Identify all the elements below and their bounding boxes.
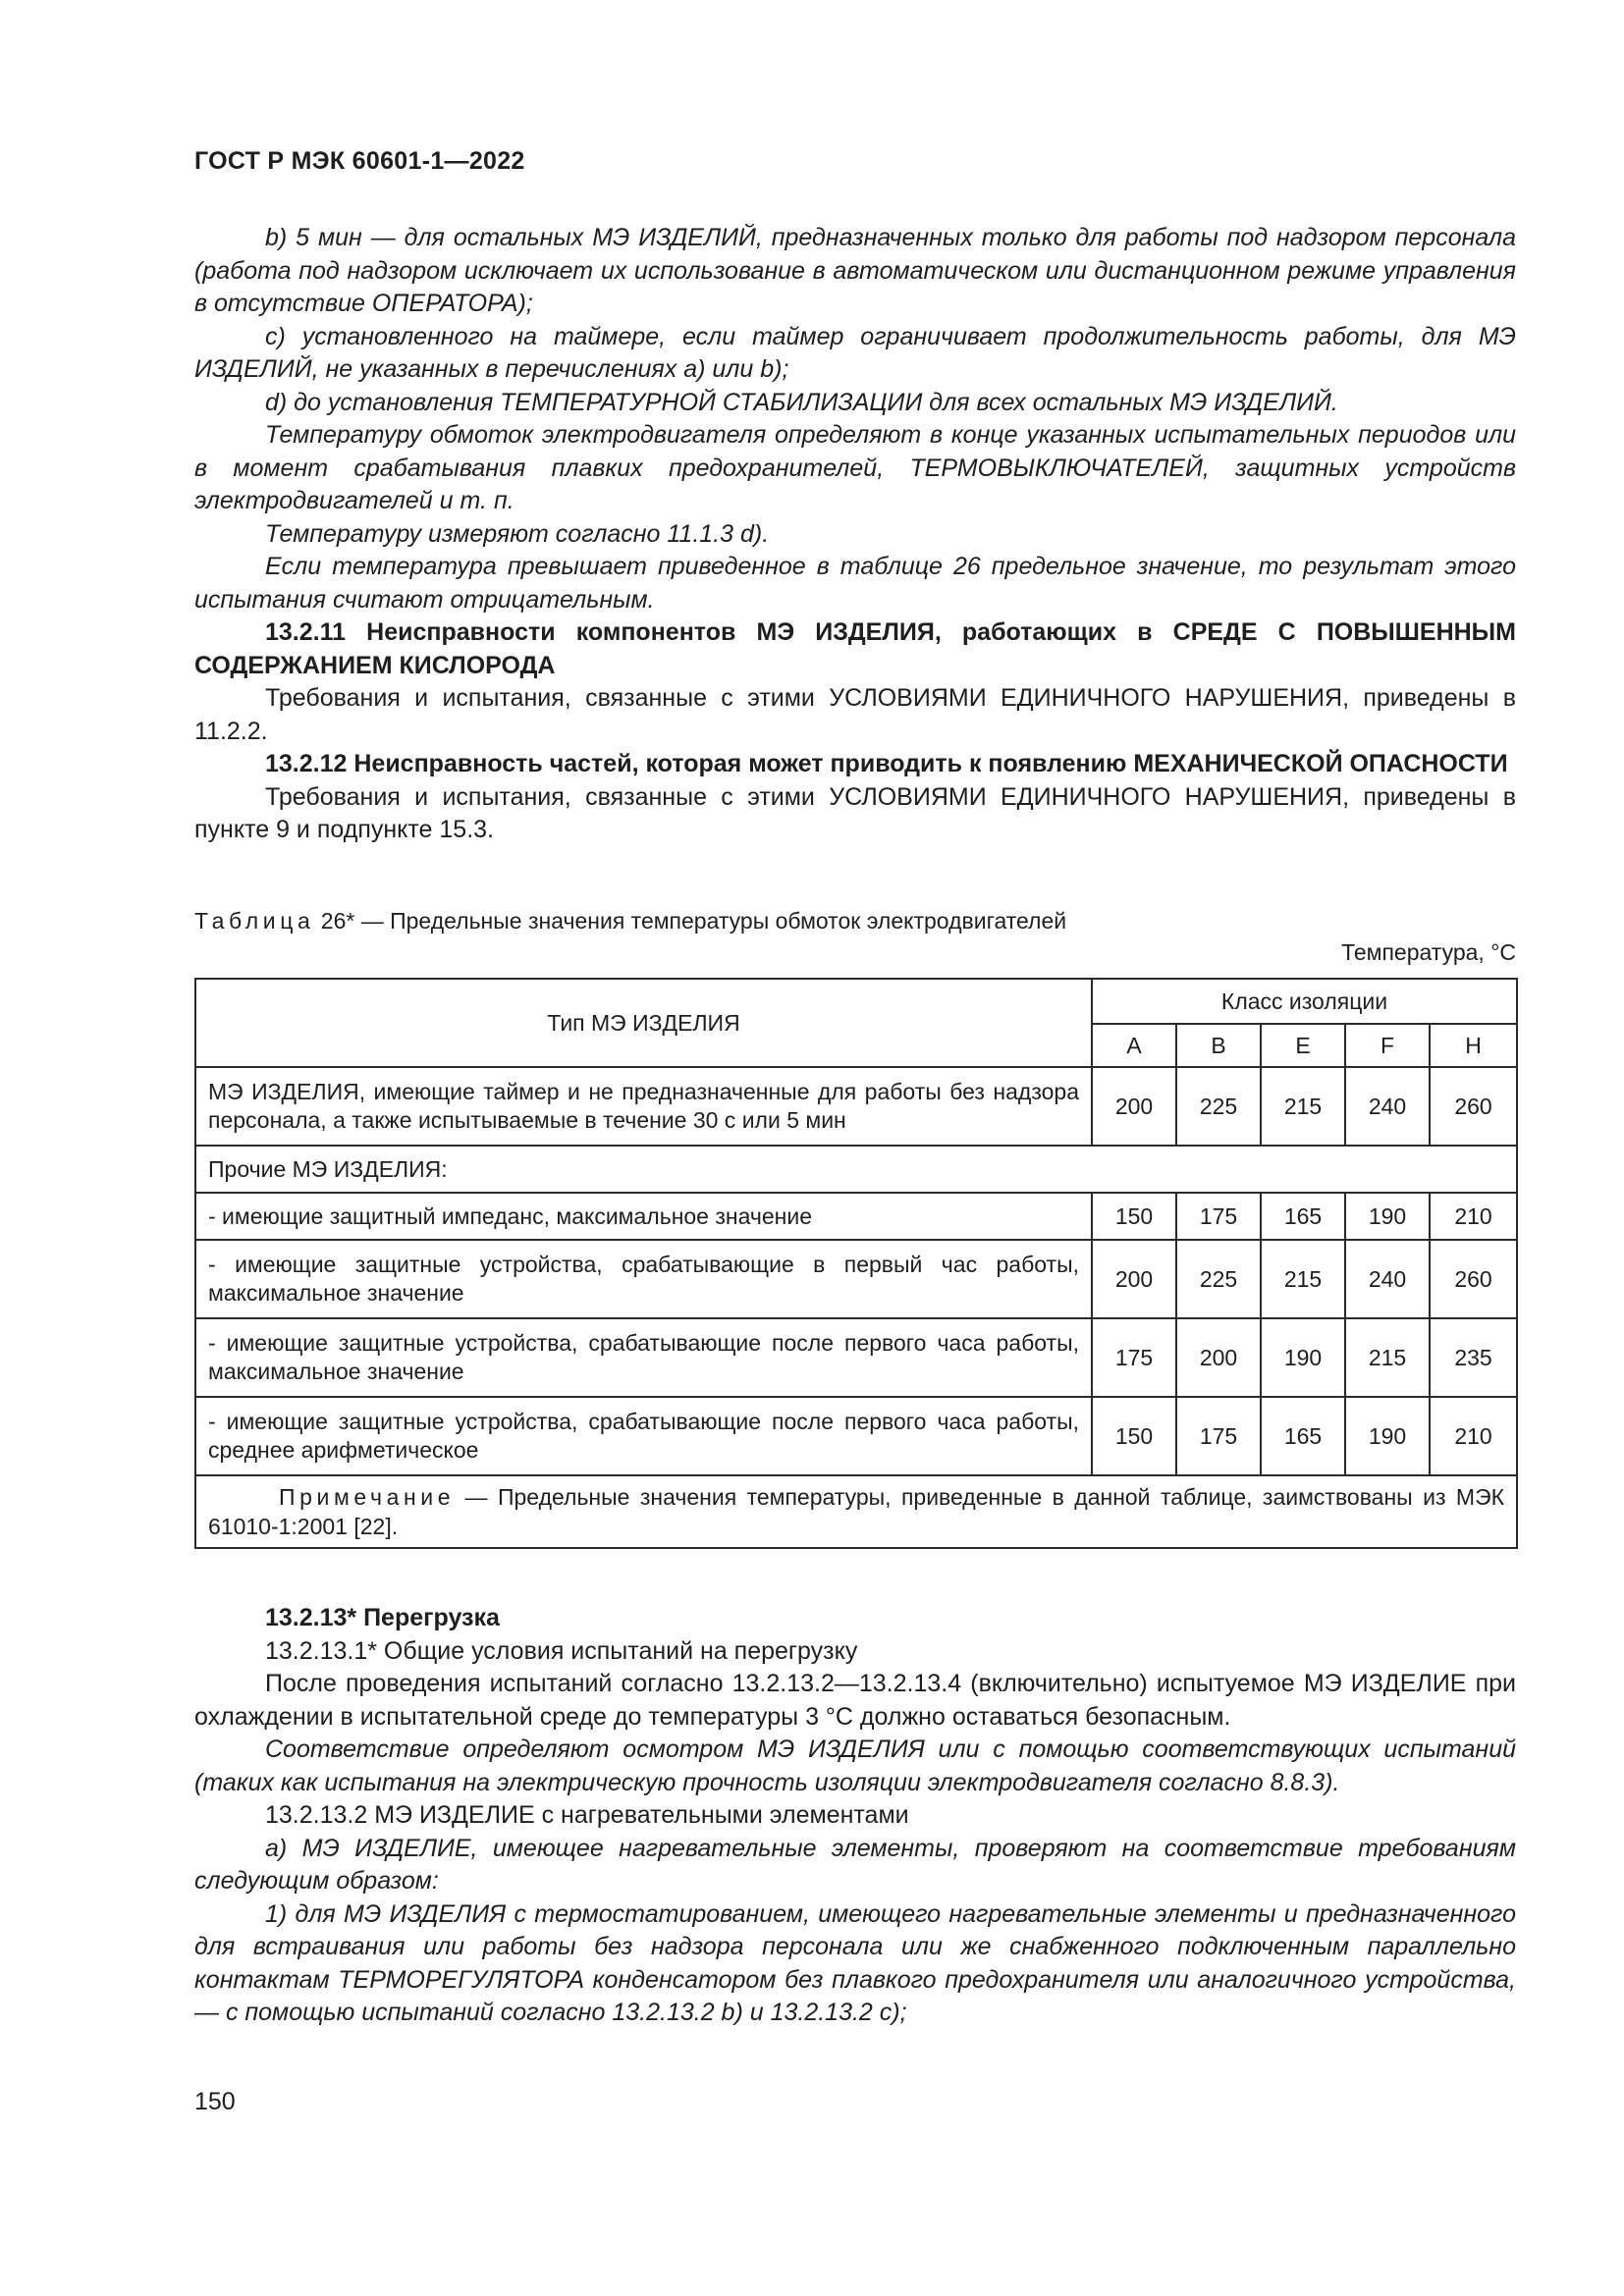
table-caption-label: Таблица — [194, 908, 315, 934]
cell-value: 240 — [1345, 1067, 1430, 1146]
row-label: Прочие МЭ ИЗДЕЛИЯ: — [195, 1146, 1517, 1193]
row-label: - имеющие защитный импеданс, максимальное значение — [195, 1193, 1092, 1240]
table-row — [195, 1193, 1517, 1240]
paragraph-winding-temperature: Температуру обмоток электродвигателя определяют в конце указанных испытательных периодов или в момент срабатывания плавких предохранителей, ТЕРМОВЫКЛЮЧАТЕЛЕЙ, защитных устройств электродвигателей и т. п. — [194, 421, 1516, 514]
header-class-a: A — [1092, 1024, 1176, 1067]
paragraph-item-d: d) до установления ТЕМПЕРАТУРНОЙ СТАБИЛИЗАЦИИ для всех остальных МЭ ИЗДЕЛИЙ. — [265, 388, 1338, 416]
row-label: МЭ ИЗДЕЛИЯ, имеющие таймер и не предназначенные для работы без надзора персонала, а также испытываемые в течение 30 с или 5 мин — [195, 1067, 1092, 1146]
header-insulation-class: Класс изоляции — [1092, 979, 1517, 1024]
paragraph-item-b: b) 5 мин — для остальных МЭ ИЗДЕЛИЙ, предназначенных только для работы под надзором персонала (работа под надзором исключает их использование в автоматическом или дистанционном режиме управления в отсутствие ОПЕРАТОРА); — [194, 224, 1516, 317]
heading-13-2-13: 13.2.13* Перегрузка — [265, 1604, 500, 1631]
row-label: - имеющие защитные устройства, срабатывающие в первый час работы, максимальное значение — [195, 1240, 1092, 1318]
row-label: - имеющие защитные устройства, срабатывающие после первого часа работы, среднее арифметическое — [195, 1397, 1092, 1475]
document-header: ГОСТ Р МЭК 60601-1—2022 — [194, 147, 525, 175]
table-note-row — [195, 1475, 1517, 1548]
cell-value: 215 — [1261, 1240, 1345, 1318]
cell-value: 215 — [1261, 1067, 1345, 1146]
row-label: - имеющие защитные устройства, срабатывающие после первого часа работы, максимальное значение — [195, 1318, 1092, 1397]
paragraph-overload-requirement: После проведения испытаний согласно 13.2.13.2—13.2.13.4 (включительно) испытуемое МЭ ИЗДЕЛИЕ при охлаждении в испытательной среде до температуры 3 °С должно оставаться безопасным. — [194, 1670, 1516, 1731]
table-row — [195, 1397, 1517, 1475]
heading-13-2-12: 13.2.12 Неисправность частей, которая может приводить к появлению МЕХАНИЧЕСКОЙ ОПАСНОСТИ — [265, 750, 1508, 777]
header-class-f: F — [1345, 1024, 1430, 1067]
cell-value: 225 — [1176, 1067, 1261, 1146]
cell-value: 190 — [1345, 1397, 1430, 1475]
header-device-type: Тип МЭ ИЗДЕЛИЯ — [195, 979, 1092, 1067]
header-class-e: E — [1261, 1024, 1345, 1067]
cell-value: 235 — [1430, 1318, 1517, 1397]
heading-13-2-13-1: 13.2.13.1* Общие условия испытаний на перегрузку — [265, 1636, 858, 1665]
cell-value: 200 — [1176, 1318, 1261, 1397]
paragraph-measurement: Температуру измеряют согласно 11.1.3 d). — [265, 519, 770, 548]
cell-value: 150 — [1092, 1397, 1176, 1475]
cell-value: 215 — [1345, 1318, 1430, 1397]
note-label: Примечание — [279, 1484, 456, 1510]
paragraph-result: Если температура превышает приведенное в таблице 26 предельное значение, то результат этого испытания считают отрицательным. — [194, 553, 1516, 614]
top-text-block — [194, 222, 1516, 847]
cell-value: 260 — [1430, 1067, 1517, 1146]
table-row — [195, 1146, 1517, 1193]
cell-value: 200 — [1092, 1240, 1176, 1318]
cell-value: 200 — [1092, 1067, 1176, 1146]
paragraph-item-1: 1) для МЭ ИЗДЕЛИЯ с термостатированием, имеющего нагревательные элементы и предназначенного для встраивания или работы без надзора персонала или же снабженного подключенным параллельно контактам ТЕРМОРЕГУЛЯТОРА конденсатором без плавкого предохранителя или аналогичного устройства, — с помощью испытаний согласно 13.2.13.2 b) и 13.2.13.2 c); — [194, 1899, 1516, 2026]
cell-value: 175 — [1092, 1318, 1176, 1397]
paragraph-compliance: Соответствие определяют осмотром МЭ ИЗДЕЛИЯ или с помощью соответствующих испытаний (таких как испытания на электрическую прочность изоляции электродвигателя согласно 8.8.3). — [194, 1735, 1516, 1796]
cell-value: 260 — [1430, 1240, 1517, 1318]
note-text: — Предельные значения температуры, приведенные в данной таблице, заимствованы из МЭК 61010-1:2001 [22]. — [208, 1484, 1505, 1539]
table-note — [195, 1475, 1517, 1548]
heading-13-2-11: 13.2.11 Неисправности компонентов МЭ ИЗДЕЛИЯ, работающих в СРЕДЕ С ПОВЫШЕННЫМ СОДЕРЖАНИЕМ КИСЛОРОДА — [194, 618, 1516, 679]
cell-value: 165 — [1261, 1397, 1345, 1475]
table-caption — [194, 908, 1066, 934]
cell-value: 175 — [1176, 1397, 1261, 1475]
cell-value: 165 — [1261, 1193, 1345, 1240]
header-class-h: H — [1430, 1024, 1517, 1067]
cell-value: 150 — [1092, 1193, 1176, 1240]
paragraph-item-a: a) МЭ ИЗДЕЛИЕ, имеющее нагревательные элементы, проверяют на соответствие требованиям следующим образом: — [194, 1834, 1516, 1895]
paragraph-13-2-11-body: Требования и испытания, связанные с этими УСЛОВИЯМИ ЕДИНИЧНОГО НАРУШЕНИЯ, приведены в 11.2.2. — [194, 684, 1516, 745]
table-row — [195, 1240, 1517, 1318]
cell-value: 175 — [1176, 1193, 1261, 1240]
cell-value: 190 — [1261, 1318, 1345, 1397]
paragraph-item-c: c) установленного на таймере, если таймер ограничивает продолжительность работы, для МЭ ИЗДЕЛИЙ, не указанных в перечислениях a) или b); — [194, 322, 1516, 383]
cell-value: 225 — [1176, 1240, 1261, 1318]
bottom-text-block — [194, 1602, 1516, 2030]
paragraph-13-2-12-body: Требования и испытания, связанные с этими УСЛОВИЯМИ ЕДИНИЧНОГО НАРУШЕНИЯ, приведены в пункте 9 и подпункте 15.3. — [194, 782, 1516, 843]
table-unit: Температура, °С — [1341, 939, 1516, 965]
header-class-b: B — [1176, 1024, 1261, 1067]
cell-value: 240 — [1345, 1240, 1430, 1318]
table-caption-text: 26* — Предельные значения температуры обмоток электродвигателей — [320, 908, 1067, 934]
cell-value: 210 — [1430, 1193, 1517, 1240]
cell-value: 210 — [1430, 1397, 1517, 1475]
heading-13-2-13-2: 13.2.13.2 МЭ ИЗДЕЛИЕ с нагревательными элементами — [265, 1801, 909, 1829]
page-number: 150 — [194, 2088, 236, 2115]
table-row — [195, 1318, 1517, 1397]
table-row — [195, 1067, 1517, 1146]
cell-value: 190 — [1345, 1193, 1430, 1240]
winding-temperature-table — [194, 978, 1518, 1549]
